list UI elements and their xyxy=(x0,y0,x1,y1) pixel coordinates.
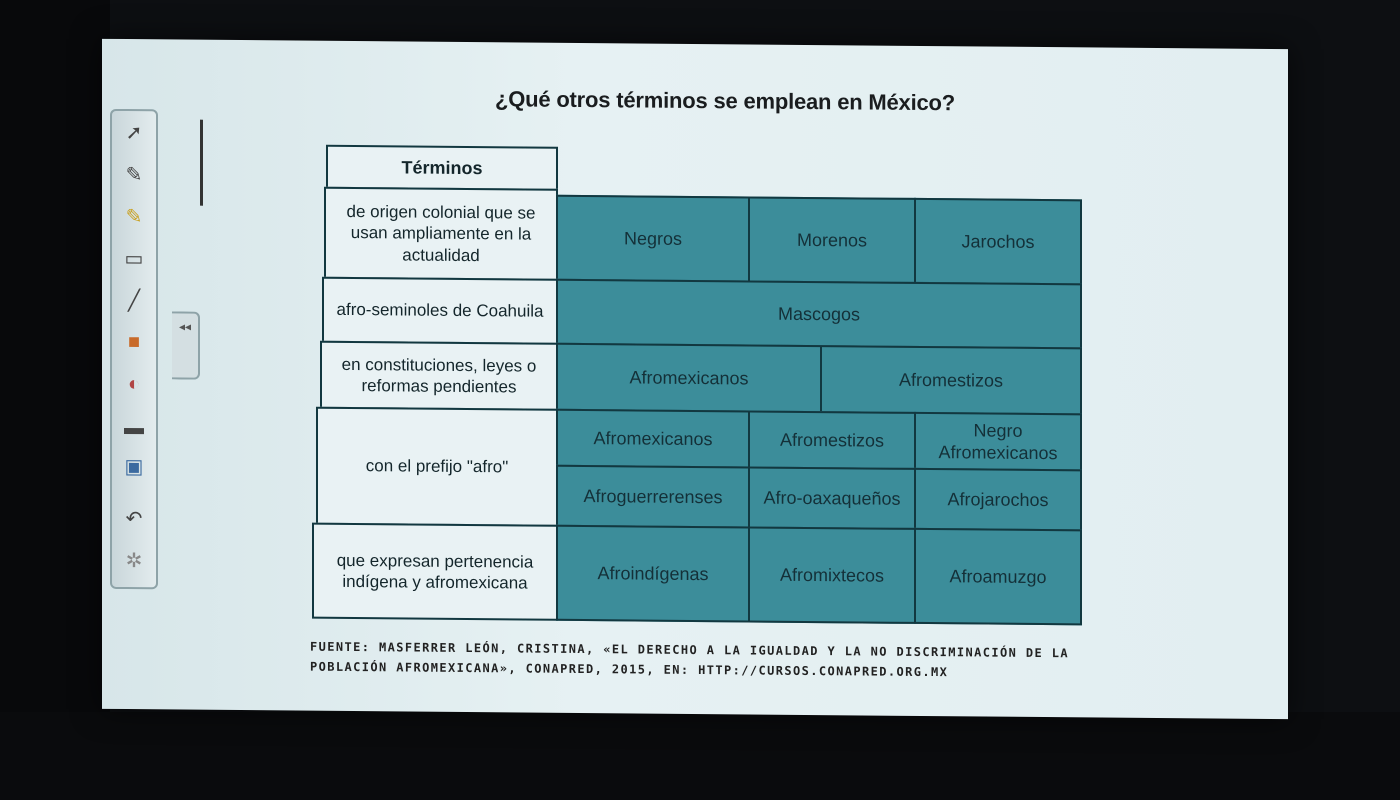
projection-screen xyxy=(102,39,1288,719)
term-cell: Afromexicanos xyxy=(556,343,822,413)
room-floor xyxy=(0,712,1400,800)
shapes-icon[interactable]: ■ xyxy=(127,330,141,353)
highlighter-icon[interactable]: ✎ xyxy=(125,205,143,228)
row-label: con el prefijo "afro" xyxy=(316,407,558,527)
term-cell: Afromestizos xyxy=(820,345,1082,415)
pen-icon[interactable]: ✎ xyxy=(125,163,143,186)
smartboard-toolbar xyxy=(110,109,158,589)
eraser-icon[interactable]: ▭ xyxy=(124,247,144,270)
pointer-icon[interactable]: ➚ xyxy=(125,121,143,144)
undo-icon[interactable]: ↶ xyxy=(125,507,143,530)
room-wall xyxy=(0,0,110,800)
magic-eraser-icon[interactable]: ◐ xyxy=(127,372,141,395)
term-cell: Afroindígenas xyxy=(556,525,750,623)
row-label: en constituciones, leyes o reformas pendientes xyxy=(320,341,558,411)
term-cell: Negros xyxy=(556,195,750,283)
row-label: afro-seminoles de Coahuila xyxy=(322,277,558,345)
keyboard-icon[interactable]: ▬ xyxy=(124,416,144,439)
cursor-line xyxy=(200,120,203,206)
term-cell: Afromexicanos xyxy=(556,409,750,469)
row-label: que expresan pertenencia indígena y afromexicana xyxy=(312,523,558,621)
table-header: Términos xyxy=(326,145,558,191)
term-cell: Afromestizos xyxy=(748,410,916,469)
row-label: de origen colonial que se usan ampliamente en la actualidad xyxy=(324,187,558,281)
line-icon[interactable]: ╱ xyxy=(127,289,141,312)
collapse-arrows: ◂◂ xyxy=(178,319,192,334)
toolbar-collapse-handle[interactable] xyxy=(172,311,200,379)
term-cell: Afromixtecos xyxy=(748,526,916,623)
settings-icon[interactable]: ✲ xyxy=(125,549,143,572)
term-cell: Negro Afromexicanos xyxy=(914,412,1082,471)
term-cell: Mascogos xyxy=(556,279,1082,350)
term-cell: Afroguerrerenses xyxy=(556,465,750,529)
source-text: MASFERRER LEÓN, CRISTINA, «EL DERECHO A LA IGUALDAD Y LA NO DISCRIMINACIÓN DE LA POBLACIÓN AFROMEXICANA», CONAPRED, 2015, EN: HTTP://CURSOS.CONAPRED.ORG.MX xyxy=(310,640,1069,680)
term-cell: Afroamuzgo xyxy=(914,528,1082,625)
term-cell: Afrojarochos xyxy=(914,468,1082,531)
term-cell: Morenos xyxy=(748,196,916,283)
term-cell: Afro-oaxaqueños xyxy=(748,466,916,529)
slide-title: ¿Qué otros términos se emplean en México? xyxy=(494,86,956,116)
capture-icon[interactable]: ▣ xyxy=(124,455,144,478)
source-citation xyxy=(310,637,1130,684)
source-prefix: FUENTE: xyxy=(310,639,371,655)
terms-table xyxy=(312,145,1082,628)
term-cell: Jarochos xyxy=(914,198,1082,285)
